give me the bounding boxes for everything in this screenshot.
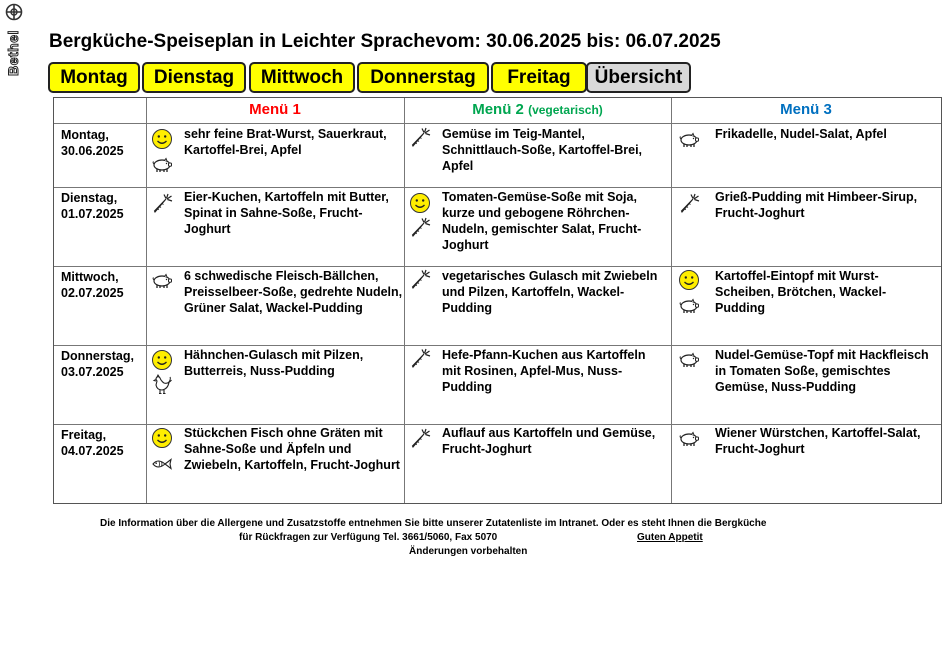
smiley-icon — [151, 427, 173, 449]
day-date: 04.07.2025 — [61, 444, 124, 458]
day-cell — [61, 127, 124, 159]
day-date: 02.07.2025 — [61, 286, 124, 300]
carrot-icon — [409, 427, 431, 449]
menu-table — [53, 97, 942, 504]
day-cell — [61, 190, 124, 222]
header-menu2-label: Menü 2 — [472, 101, 524, 118]
fish-icon — [151, 453, 173, 475]
bethel-cross-icon — [5, 3, 23, 21]
day-cell — [61, 427, 124, 459]
pig-icon — [151, 269, 173, 291]
carrot-icon — [409, 216, 431, 238]
meal-menu1: Stückchen Fisch ohne Gräten mit Sahne-Soße und Äpfeln und Zwiebeln, Kartoffeln, Frucht-Joghurt — [184, 426, 400, 472]
meal-menu1: 6 schwedische Fleisch-Bällchen, Preisselbeer-Soße, gedrehte Nudeln, Grüner Salat, Wackel-Pudding — [184, 269, 403, 315]
pig-icon — [678, 427, 700, 449]
footer-greeting: Guten Appetit — [637, 532, 703, 543]
day-name: Montag, — [61, 128, 109, 142]
footer-contact: für Rückfragen zur Verfügung Tel. 3661/5060, Fax 5070 — [239, 532, 498, 543]
header-menu2-note: (vegetarisch) — [528, 103, 603, 117]
day-name: Freitag, — [61, 428, 107, 442]
day-name: Donnerstag, — [61, 349, 134, 363]
meal-menu3: Nudel-Gemüse-Topf mit Hackfleisch in Tomaten Soße, gemischtes Gemüse, Nuss-Pudding — [715, 348, 929, 394]
day-cell — [61, 269, 124, 301]
pig-icon — [678, 128, 700, 150]
pig-icon — [151, 153, 173, 175]
meal-menu2: Auflauf aus Kartoffeln und Gemüse, Frucht-Joghurt — [442, 426, 656, 456]
tab-montag[interactable]: Montag — [48, 62, 140, 93]
meal-menu2: Hefe-Pfann-Kuchen aus Kartoffeln mit Rosinen, Apfel-Mus, Nuss-Pudding — [442, 348, 646, 394]
smiley-icon — [151, 349, 173, 371]
page-title: Bergküche-Speiseplan in Leichter Sprachevom: 30.06.2025 bis: 06.07.2025 — [49, 31, 721, 52]
day-date: 03.07.2025 — [61, 365, 124, 379]
header-menu3: Menü 3 — [780, 101, 832, 118]
tab-dienstag[interactable]: Dienstag — [142, 62, 246, 93]
bethel-logo — [4, 3, 26, 79]
carrot-icon — [409, 268, 431, 290]
meal-menu1: Hähnchen-Gulasch mit Pilzen, Butterreis, Nuss-Pudding — [184, 348, 364, 378]
day-date: 30.06.2025 — [61, 144, 124, 158]
meal-menu1: Eier-Kuchen, Kartoffeln mit Butter, Spinat in Sahne-Soße, Frucht-Joghurt — [184, 190, 389, 236]
header-menu1: Menü 1 — [249, 101, 301, 118]
carrot-icon — [409, 347, 431, 369]
day-name: Dienstag, — [61, 191, 118, 205]
chicken-icon — [151, 373, 173, 395]
carrot-icon — [409, 126, 431, 148]
smiley-icon — [409, 192, 431, 214]
tab-uebersicht[interactable]: Übersicht — [586, 62, 691, 93]
meal-menu2: Gemüse im Teig-Mantel, Schnittlauch-Soße, Kartoffel-Brei, Apfel — [442, 127, 643, 173]
meal-menu3: Kartoffel-Eintopf mit Wurst-Scheiben, Brötchen, Wackel-Pudding — [715, 269, 887, 315]
smiley-icon — [151, 128, 173, 150]
smiley-icon — [678, 269, 700, 291]
pig-icon — [678, 294, 700, 316]
meal-menu3: Frikadelle, Nudel-Salat, Apfel — [715, 127, 887, 141]
day-cell — [61, 348, 134, 380]
meal-menu2: Tomaten-Gemüse-Soße mit Soja, kurze und gebogene Röhrchen-Nudeln, gemischter Salat, Frucht-Joghurt — [442, 190, 642, 252]
meal-menu1: sehr feine Brat-Wurst, Sauerkraut, Kartoffel-Brei, Apfel — [184, 127, 387, 157]
pig-icon — [678, 348, 700, 370]
day-date: 01.07.2025 — [61, 207, 124, 221]
meal-menu2: vegetarisches Gulasch mit Zwiebeln und Pilzen, Kartoffeln, Wackel-Pudding — [442, 269, 658, 315]
day-name: Mittwoch, — [61, 270, 119, 284]
tab-mittwoch[interactable]: Mittwoch — [249, 62, 355, 93]
tab-donnerstag[interactable]: Donnerstag — [357, 62, 489, 93]
meal-menu3: Wiener Würstchen, Kartoffel-Salat, Frucht-Joghurt — [715, 426, 921, 456]
meal-menu3: Grieß-Pudding mit Himbeer-Sirup, Frucht-Joghurt — [715, 190, 918, 220]
tab-freitag[interactable]: Freitag — [491, 62, 587, 93]
header-menu2 — [404, 101, 671, 118]
carrot-icon — [151, 192, 173, 214]
footer-changes-note: Änderungen vorbehalten — [409, 546, 528, 557]
bethel-wordmark: Bethel — [4, 30, 21, 76]
footer-allergen-note: Die Information über die Allergene und Zusatzstoffe entnehmen Sie bitte unserer Zutatenliste im Intranet. Oder es steht Ihnen die Bergküche — [100, 518, 767, 529]
carrot-icon — [678, 192, 700, 214]
